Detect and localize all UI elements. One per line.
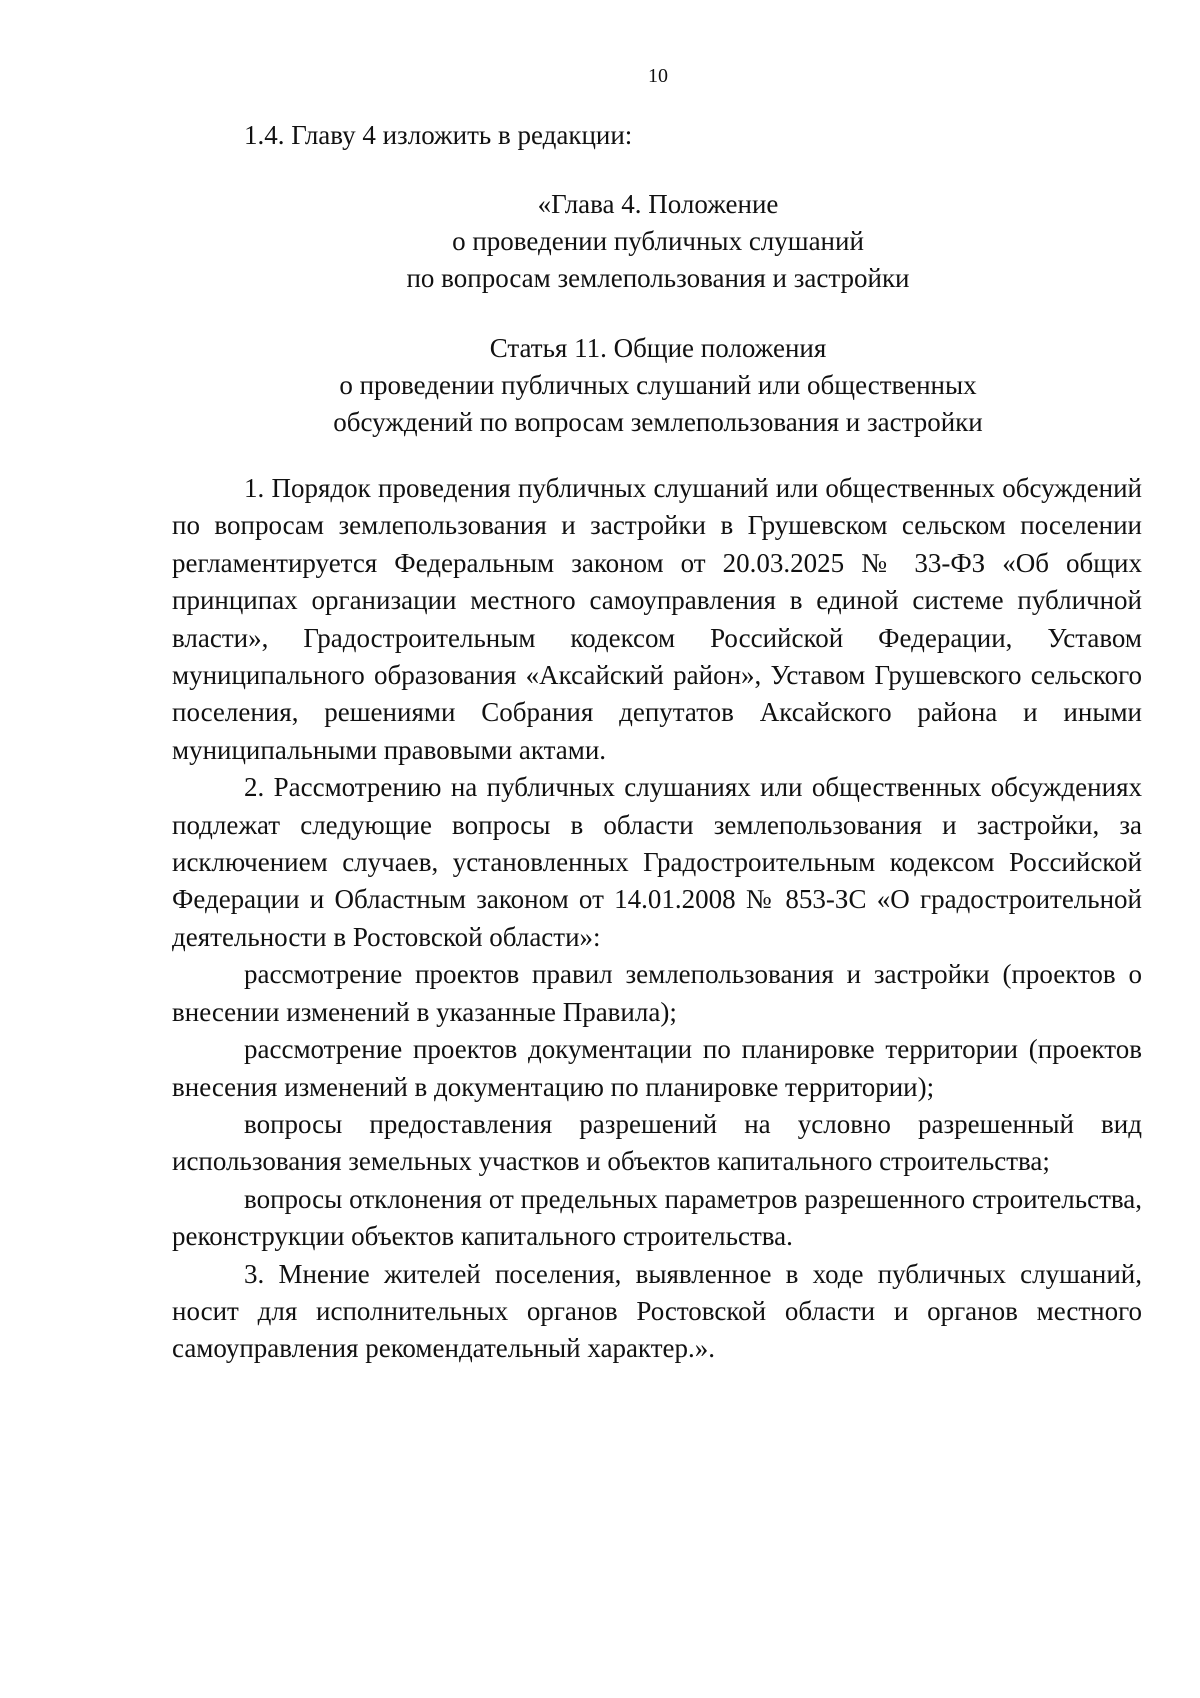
article-body xyxy=(172,470,1142,1368)
paragraph-2: 2. Рассмотрению на публичных слушаниях или общественных обсуждениях подлежат следующие вопросы в области землепользования и застройки, за исключением случаев, установленных Градостроительным кодексом Российской Федерации и Областным законом от 14.01.2008 № 853-ЗС «О градостроительной деятельности в Ростовской области»: xyxy=(172,772,1142,952)
list-item-deviation: вопросы отклонения от предельных параметров разрешенного строительства, реконструкции объектов капитального строительства. xyxy=(172,1183,1142,1252)
article-title xyxy=(0,330,1200,441)
chapter-title-line: о проведении публичных слушаний xyxy=(452,226,864,256)
page-number: 10 xyxy=(648,65,668,87)
chapter-title xyxy=(0,186,1200,297)
article-title-line: о проведении публичных слушаний или общественных xyxy=(339,370,977,400)
article-title-line: Статья 11. Общие положения xyxy=(489,333,827,363)
chapter-title-line: по вопросам землепользования и застройки xyxy=(406,263,910,293)
amendment-intro: 1.4. Главу 4 изложить в редакции: xyxy=(244,120,633,150)
list-item-permitted-use: вопросы предоставления разрешений на условно разрешенный вид использования земельных участков и объектов капитального строительства; xyxy=(172,1108,1142,1177)
list-item-planning: рассмотрение проектов документации по планировке территории (проектов внесения изменений в документацию по планировке территории); xyxy=(172,1034,1142,1102)
article-title-line: обсуждений по вопросам землепользования и застройки xyxy=(333,407,983,437)
list-item-rules: рассмотрение проектов правил землепользования и застройки (проектов о внесении изменений в указанные Правила); xyxy=(172,959,1142,1027)
chapter-title-line: «Глава 4. Положение xyxy=(537,189,779,219)
paragraph-1: 1. Порядок проведения публичных слушаний или общественных обсуждений по вопросам землепользования и застройки в Грушевском сельском поселении регламентируется Федеральным законом от 20.03.2025 № 33-ФЗ «Об общих принципах организации местного самоуправления в единой системе публичной власти», Градостроительным кодексом Российской Федерации, Уставом муниципального образования «Аксайский район», Уставом Грушевского сельского поселения, решениями Собрания депутатов Аксайского района и иными муниципальными правовыми актами. xyxy=(172,473,1142,765)
paragraph-3: 3. Мнение жителей поселения, выявленное в ходе публичных слушаний, носит для исполнительных органов Ростовской области и органов местного самоуправления рекомендательный характер.». xyxy=(172,1258,1142,1364)
